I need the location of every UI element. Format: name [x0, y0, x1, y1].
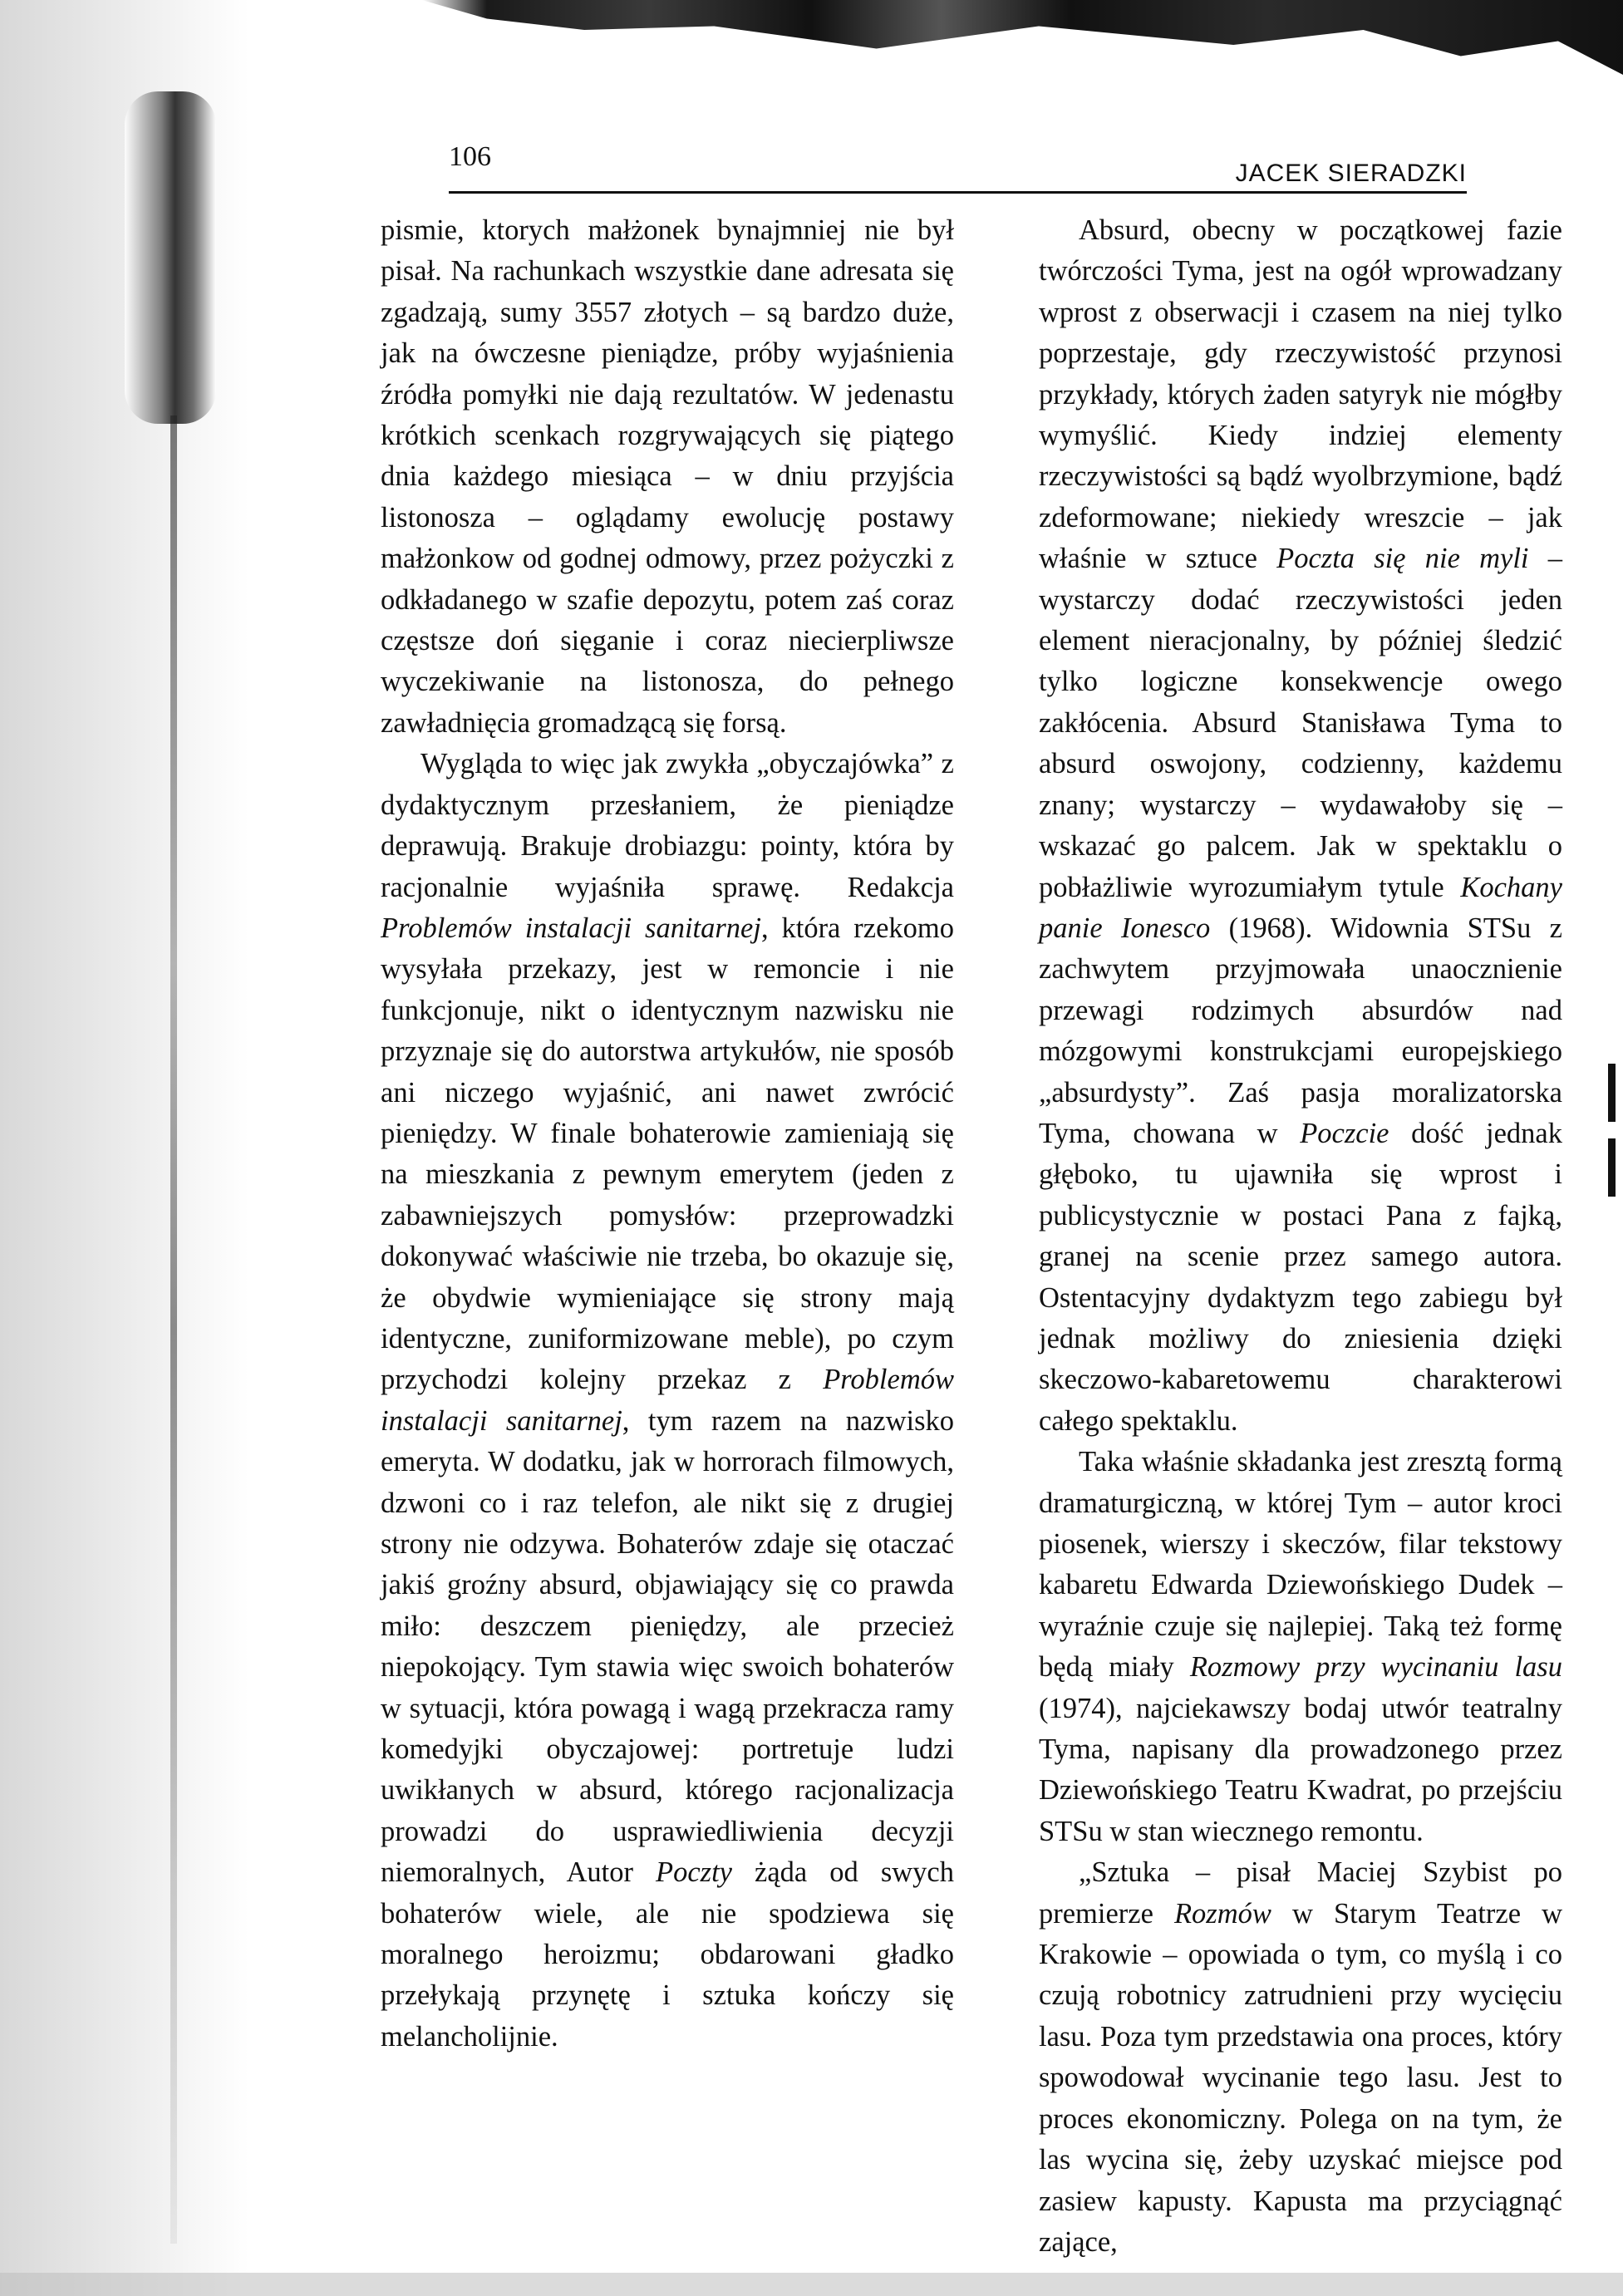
paragraph: „Sztuka – pisał Maciej Szybist po premierze Rozmów w Starym Teatrze w Krakowie – opowiada o tym, co myślą i co czują robotnicy zatrudnieni przy wycięciu lasu. Poza tym przedstawia ona proces, który spowodował wycinanie tego lasu. Jest to proces ekonomiczny. Polega on na tym, że las wycina się, żeby uzyskać miejsce pod zasiew kapusty. Kapusta ma przyciągnąć zające,	[1039, 1856, 1562, 2258]
italic-title: Kochany panie Ionesco	[1039, 871, 1562, 944]
paragraph: Wygląda to więc jak zwykła „obyczajówka” z dydaktycznym przesłaniem, że pieniądze deprawują. Brakuje drobiazgu: pointy, która by racjonalnie wyjaśniła sprawę. Redakcja Problemów instalacji sanitarnej, która rzekomo wysyłała przekazy, jest w remoncie i nie funkcjonuje, nikt o identycznym nazwisku nie przyznaje się do autorstwa artykułów, nie sposób ani niczego wyjaśnić, ani nawet zwrócić pieniędzy. W finale bohaterowie zamieniają się na mieszkania z pewnym emerytem (jeden z zabawniejszych pomysłów: przeprowadzki dokonywać właściwie nie trzeba, bo okazuje się, że obydwie wymieniające się strony mają identyczne, zuniformizowane meble), po czym przychodzi kolejny przekaz z Problemów instalacji sanitarnej, tym razem na nazwisko emeryta. W dodatku, jak w horrorach filmowych, dzwoni co i raz telefon, ale nikt się z drugiej strony nie odzywa. Bohaterów zdaje się otaczać jakiś groźny absurd, objawiający się co prawda miło: deszczem pieniędzy, ale przecież niepokojący. Tym stawia więc swoich bohaterów w sytuacji, która powagą i wagą przekracza ramy komedyjki obyczajowej: portretuje ludzi uwikłanych w absurd, którego racjonalizacja prowadzi do usprawiedliwienia decyzji niemoralnych, Autor Poczty żąda od swych bohaterów wiele, ale nie spodziewa się moralnego heroizmu; obdarowani gładko przełykają przynętę i sztuka kończy się melancholijnie.	[381, 748, 955, 2053]
italic-title: Problemów instalacji sanitarnej	[381, 1364, 954, 1437]
right-column	[1039, 210, 1562, 2263]
italic-title: Poczcie	[1300, 1117, 1389, 1149]
paragraph: Absurd, obecny w początkowej fazie twórczości Tyma, jest na ogół wprowadzany wprost z obserwacji i czasem na niej tylko poprzestaje, gdy rzeczywistość przynosi przykłady, których żaden satyryk nie mógłby wymyślić. Kiedy indziej elementy rzeczywistości są bądź wyolbrzymione, bądź zdeformowane; niekiedy wreszcie – jak właśnie w sztuce Poczta się nie myli – wystarczy dodać rzeczywistości jeden element nieracjonalny, by później śledzić tylko logiczne konsekwencje owego zakłócenia. Absurd Stanisława Tyma to absurd oswojony, codzienny, każdemu znany; wystarczy – wydawałoby się – wskazać go palcem. Jak w spektaklu o pobłażliwie wyrozumiałym tytule Kochany panie Ionesco (1968). Widownia STSu z zachwytem przyjmowała unaocznienie przewagi rodzimych absurdów nad mózgowymi konstrukcjami europejskiego „absurdysty”. Zaś pasja moralizatorska Tyma, chowana w Poczcie dość jednak głęboko, tu ujawniła się wprost i publicystycznie w postaci Pana z fajką, granej na scenie przez samego autora. Ostentacyjny dydaktyzm tego zabiegu był jednak możliwy do zniesienia dzięki skeczowo-kabaretowemu charakterowi całego spektaklu.	[1039, 214, 1562, 1437]
left-column	[381, 210, 954, 2058]
italic-title: Poczta się nie myli	[1276, 543, 1529, 575]
binding-shadow	[125, 91, 216, 424]
binding-edge	[170, 415, 177, 2244]
paragraph: Taka właśnie składanka jest zresztą formą dramaturgiczną, w której Tym – autor kroci piosenek, wierszy i skeczów, filar tekstowy kabaretu Edwarda Dziewońskiego Dudek – wyraźnie czuje się najlepiej. Taką też formę będą miały Rozmowy przy wycinaniu lasu (1974), najciekawszy bodaj utwór teatralny Tyma, napisany dla prowadzonego przez Dziewońskiego Teatru Kwadrat, po przejściu STSu w stan wiecznego remontu.	[1039, 1446, 1562, 1847]
running-head: JACEK SIERADZKI	[1235, 160, 1467, 187]
scan-shadow-bottom	[0, 2273, 1623, 2296]
page-edge-mark	[1608, 1138, 1616, 1197]
paragraph: pismie, ktorych małżonek bynajmniej nie był pisał. Na rachunkach wszystkie dane adresata się zgadzają, sumy 3557 złotych – są bardzo duże, jak na ówczesne pieniądze, próby wyjaśnienia źródła pomyłki nie dają rezultatów. W jedenastu krótkich scenkach rozgrywających się piątego dnia każdego miesiąca – w dniu przyjścia listonosza – oglądamy ewolucję postawy małżonkow od godnej odmowy, przez pożyczki z odkładanego w szafie depozytu, potem zaś coraz częstsze doń sięganie i coraz niecierpliwsze wyczekiwanie na listonosza, do pełnego zawładnięcia gromadzącą się forsą.	[381, 214, 954, 739]
italic-title: Poczty	[656, 1856, 732, 1889]
italic-title: Rozmowy przy wycinaniu lasu	[1189, 1651, 1562, 1684]
page-edge-mark	[1608, 1064, 1616, 1122]
page-header	[449, 141, 1467, 194]
italic-title: Rozmów	[1173, 1897, 1271, 1930]
page-number: 106	[449, 141, 491, 172]
italic-title: Problemów instalacji sanitarnej	[381, 912, 761, 944]
